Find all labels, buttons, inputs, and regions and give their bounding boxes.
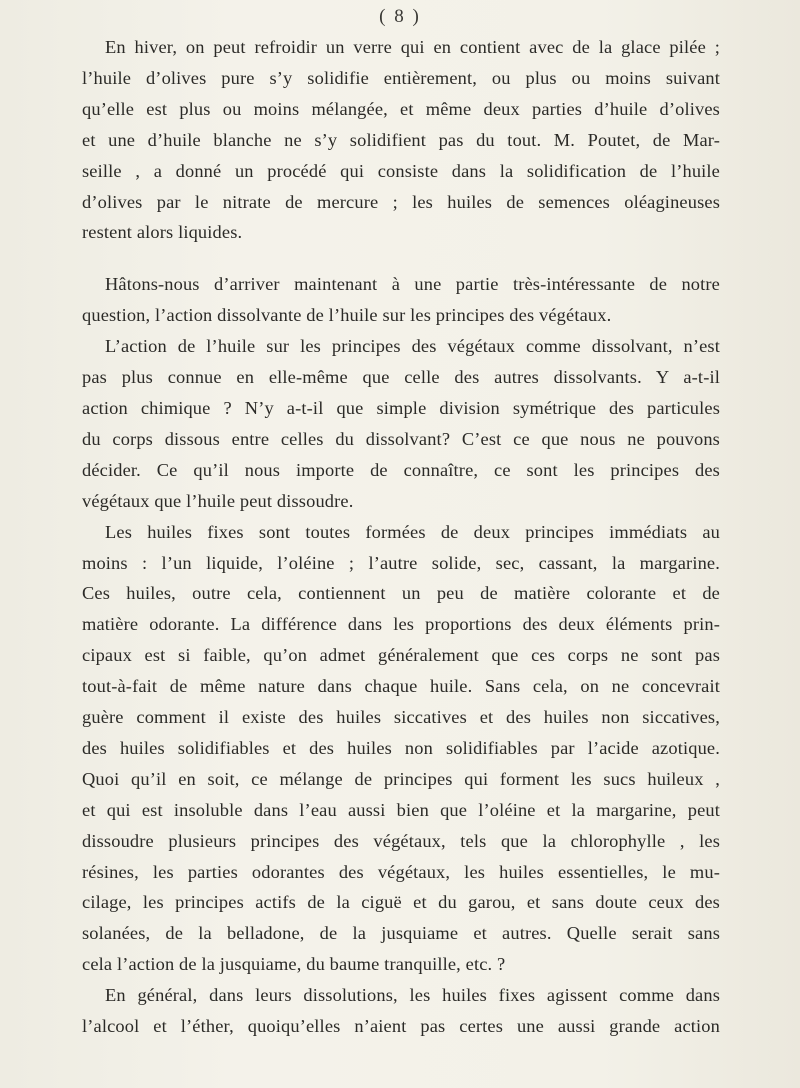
- text-line: guère comment il existe des huiles siccatives et des huiles non siccatives,: [82, 707, 720, 728]
- text-line: résines, les parties odorantes des végétaux, les huiles essentielles, le mu-: [82, 861, 720, 882]
- paragraph-4: [82, 517, 720, 981]
- text-line: Les huiles fixes sont toutes formées de deux principes immédiats au: [105, 521, 720, 542]
- paragraph-2: [82, 269, 720, 331]
- text-line: décider. Ce qu’il nous importe de connaître, ce sont les principes des: [82, 459, 720, 480]
- text-line: cela l’action de la jusquiame, du baume tranquille, etc. ?: [82, 954, 506, 975]
- text-line: cilage, les principes actifs de la ciguë et du garou, et sans doute ceux des: [82, 892, 720, 913]
- text-line: l’alcool et l’éther, quoiqu’elles n’aient pas certes une aussi grande action: [82, 1016, 720, 1037]
- text-line: Hâtons-nous d’arriver maintenant à une partie très-intéressante de notre: [105, 274, 720, 295]
- text-line: d’olives par le nitrate de mercure ; les huiles de semences oléagineuses: [82, 191, 720, 212]
- text-line: Ces huiles, outre cela, contiennent un peu de matière colorante et de: [82, 583, 720, 604]
- text-line: Quoi qu’il en soit, ce mélange de principes qui forment les sucs huileux ,: [82, 768, 720, 789]
- text-line: l’huile d’olives pure s’y solidifie entièrement, ou plus ou moins suivant: [82, 67, 720, 88]
- text-line: solanées, de la belladone, de la jusquiame et autres. Quelle serait sans: [82, 923, 720, 944]
- body-text: [82, 32, 720, 1042]
- page-number: ( 8 ): [379, 6, 421, 27]
- paragraph-5: [82, 980, 720, 1042]
- paragraph-gap: [82, 248, 720, 269]
- text-line: et une d’huile blanche ne s’y solidifient pas du tout. M. Poutet, de Mar-: [82, 129, 720, 150]
- text-line: végétaux que l’huile peut dissoudre.: [82, 490, 354, 511]
- text-line: En général, dans leurs dissolutions, les huiles fixes agissent comme dans: [105, 985, 720, 1006]
- text-line: moins : l’un liquide, l’oléine ; l’autre solide, sec, cassant, la margarine.: [82, 552, 720, 573]
- text-line: du corps dissous entre celles du dissolvant? C’est ce que nous ne pouvons: [82, 428, 720, 449]
- text-line: qu’elle est plus ou moins mélangée, et même deux parties d’huile d’olives: [82, 98, 720, 119]
- text-line: cipaux est si faible, qu’on admet généralement que ces corps ne sont pas: [82, 645, 720, 666]
- text-line: seille , a donné un procédé qui consiste dans la solidification de l’huile: [82, 160, 720, 181]
- text-line: question, l’action dissolvante de l’huile sur les principes des végétaux.: [82, 305, 612, 326]
- paragraph-1: [82, 32, 720, 248]
- text-line: dissoudre plusieurs principes des végétaux, tels que la chlorophylle , les: [82, 830, 720, 851]
- text-line: restent alors liquides.: [82, 222, 243, 243]
- text-line: L’action de l’huile sur les principes des végétaux comme dissolvant, n’est: [105, 336, 720, 357]
- text-line: action chimique ? N’y a-t-il que simple division symétrique des particules: [82, 397, 720, 418]
- text-line: En hiver, on peut refroidir un verre qui en contient avec de la glace pilée ;: [105, 37, 720, 57]
- text-line: matière odorante. La différence dans les proportions des deux éléments prin-: [82, 614, 720, 635]
- text-line: tout-à-fait de même nature dans chaque huile. Sans cela, on ne concevrait: [82, 676, 720, 697]
- text-line: des huiles solidifiables et des huiles non solidifiables par l’acide azotique.: [82, 737, 720, 758]
- text-line: et qui est insoluble dans l’eau aussi bien que l’oléine et la margarine, peut: [82, 799, 720, 820]
- paragraph-3: [82, 331, 720, 516]
- text-line: pas plus connue en elle-même que celle des autres dissolvants. Y a-t-il: [82, 367, 720, 388]
